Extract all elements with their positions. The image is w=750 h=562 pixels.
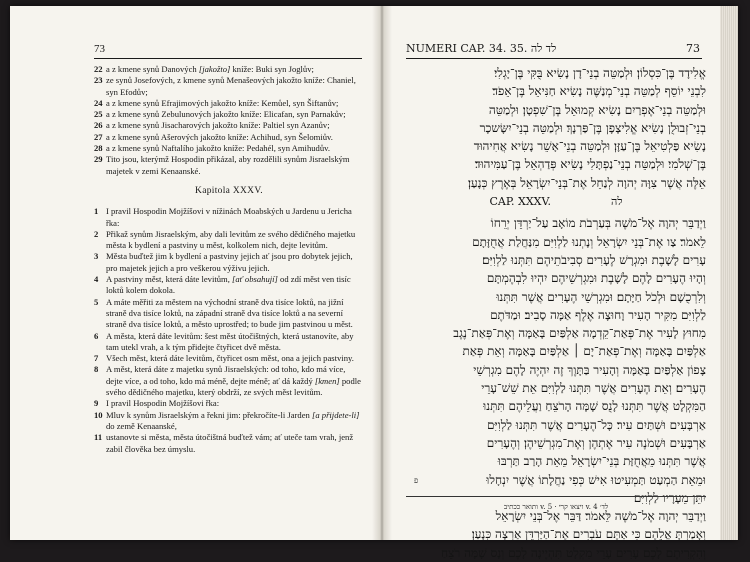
verse-number: 6 — [94, 330, 99, 341]
verse — [94, 364, 364, 398]
left-page-number: 73 — [94, 43, 105, 55]
verse-number: 24 — [94, 97, 103, 108]
verse-text: a z kmene synů Naftalího jakožto kníže: Pedahél, syn Amihudův. — [106, 143, 331, 154]
verse-number: 2 — [94, 228, 99, 239]
verse — [94, 410, 364, 433]
hebrew-line: נָשִׂיא פַּלְטִיאֵל בֶּן־עַזָּן׃ וּלְמַטֵּה בְנֵי־אָשֵׁר נָשִׂיא אֲחִיהוּד — [473, 139, 706, 154]
verse — [94, 109, 364, 120]
verse-text: A máte měřiti za městem na východní straně dva tisíce loktů, na jižní straně dva tisíce loktů, na západní straně dva tisíce loktů a na severní straně dva tisíce loktů, a město uprostřed; to bude jim pastvinou u měst. — [106, 296, 353, 330]
verse — [94, 143, 364, 154]
verse — [94, 353, 364, 364]
verse-text: I pravil Hospodin Mojžíšovi řka: — [106, 398, 220, 409]
open-book — [10, 6, 738, 560]
verse-number: 27 — [94, 131, 103, 142]
czech-text-column — [94, 64, 364, 455]
verse-number: 23 — [94, 75, 103, 86]
verses-chapter-34 — [94, 64, 364, 177]
page-edges — [720, 6, 738, 540]
verse-number: 8 — [94, 364, 99, 375]
chapter-heading-hebrew-block — [406, 193, 706, 211]
verse-text: A měst, která dáte z majetku synů Jisraelských: od toho, kdo má více, dejte více, a od toho, kdo má méně, dejte méně; ať dá každý — [106, 364, 346, 386]
hebrew-line: אֲשֶׁר תִּתְּנוּ מֵאֲחֻזַּת בְּנֵי־יִשְׂרָאֵל מֵאֵת הָרַב תַּרְבּוּ — [497, 454, 706, 469]
hebrew-line: אַרְבָּעִים וּשְׁמֹנֶה עִיר אֶתְהֶן וְאֶת־מִגְרְשֵׁיהֶן׃ וְהֶעָרִים — [486, 435, 706, 450]
hebrew-line: וְאָמַרְתָּ אֲלֵהֶם כִּי אַתֶּם עֹבְרִים אֶת־הַיַּרְדֵּן אַרְצָה כְּנָעַן׃ — [471, 527, 706, 542]
verse-text: a z kmene synů Efrajimových jakožto kníže: Kemůel, syn Šiftanův; — [106, 97, 339, 108]
right-header-title — [406, 42, 556, 56]
verse — [94, 331, 364, 354]
verse-text: a z kmene synů Jisacharových jakožto kníže: Paltiel syn Azanův; — [106, 120, 330, 131]
verse-text: A pastviny měst, která dáte levitům, — [106, 274, 233, 285]
verse-text: Tito jsou, kterýmž Hospodin přikázal, aby rozdělili synům Jisraelským majetek v zemi Kenaanské. — [106, 154, 350, 176]
verse-text-italic: [kmen] — [314, 375, 340, 386]
hebrew-line: אֱלִידָד בֶּן־כִּסְלוֹן׃ וּלְמַטֵּה בְנֵי־דָן נָשִׂיא בֻּקִּי בֶּן־יָגְלִי׃ — [494, 66, 706, 80]
right-page-number: 73 — [686, 42, 700, 55]
verse-text: ze synů Josefových, z kmene synů Menašeových jakožto kníže: Chaniel, syn Efodův; — [106, 75, 356, 97]
hebrew-line: וַיְדַבֵּר יְהוָה אֶל־מֹשֶׁה לֵּאמֹר׃ דַּבֵּר אֶל־בְּנֵי יִשְׂרָאֵל — [495, 509, 706, 524]
verse — [94, 75, 364, 98]
hebrew-line: וְהָיוּ הֶעָרִים לָהֶם לָשָׁבֶת וּמִגְרְשֵׁיהֶם יִהְיוּ לִבְהֶמְתָּם — [486, 271, 706, 286]
verse-text: do země Kenaanské, — [106, 420, 177, 431]
verse-text: Přikaž synům Jisraelským, aby dali levitům ze svého dědičného majetku města k bydlení a pastviny u měst, kolkolem nich, dejte levitům. — [106, 228, 356, 251]
verse-text-italic: [jakožto] — [198, 64, 231, 74]
right-header-latin: NUMERI CAP. 34. 35. — [406, 42, 528, 55]
hebrew-text-column — [406, 64, 706, 562]
petuha-mark: פ — [414, 476, 419, 485]
right-page — [392, 6, 720, 560]
book-gutter — [372, 6, 392, 540]
right-header-rule — [406, 58, 702, 59]
right-header-hebrew: לד לה — [530, 42, 557, 55]
verse-text: Mluv k synům Jisraelským a řekni jim: překročíte-li Jarden — [106, 409, 312, 420]
hebrew-line: לַלְוִיִּם מִקִּיר הָעִיר וָחוּצָה אֶלֶף אַמָּה סָבִיב׃ וּמַדֹּתֶם — [490, 307, 706, 322]
verse-number: 28 — [94, 143, 103, 154]
hebrew-line: אַרְבָּעִים וּשְׁתַּיִם עִיר׃ כָּל־הֶעָרִים אֲשֶׁר תִּתְּנוּ לַלְוִיִּם — [487, 417, 706, 432]
left-running-head — [94, 42, 105, 56]
hebrew-line: יִתֵּן מֵעָרָיו לַלְוִיִּם׃ — [633, 490, 706, 505]
hebrew-lines-chapter-34 — [406, 64, 706, 192]
verse — [94, 154, 364, 177]
verse-number: 5 — [94, 296, 99, 307]
verse — [94, 274, 364, 297]
verse-number: 11 — [94, 432, 103, 443]
hebrew-line: אֵלֶּה אֲשֶׁר צִוָּה יְהוָה לְנַחֵל אֶת־בְּנֵי־יִשְׂרָאֵל בְּאֶרֶץ כְּנָעַן׃ — [467, 175, 706, 190]
verse-text-italic: [a přijdete-li] — [311, 409, 360, 420]
chapter-heading-latin: CAP. XXXV. — [489, 195, 552, 209]
left-page — [10, 6, 372, 540]
chapter-heading-hebrew: לה — [611, 195, 623, 209]
hebrew-line: בֶּן־שְׁלֹמִי׃ וּלְמַטֵּה בְנֵי־נַפְתָּלִי נָשִׂיא פְּדַהְאֵל בֶּן־עַמִּיהוּד׃ — [474, 157, 706, 172]
verses-chapter-35 — [94, 206, 364, 455]
verse-text: a z kmene synů Ašerových jakožto kníže: Achihud, syn Šelomiův. — [106, 131, 333, 142]
verse — [94, 297, 364, 331]
verse-number: 9 — [94, 398, 99, 409]
hebrew-line: בְנֵי־זְבוּלֻן נָשִׂיא אֱלִיצָפָן בֶּן־פַּרְנָךְ׃ וּלְמַטֵּה בְנֵי־יִשָּׂשכָר — [479, 120, 706, 135]
hebrew-line: וְלִרְכֻשָׁם וּלְכֹל חַיָּתָם׃ וּמִגְרְשֵׁי הֶעָרִים אֲשֶׁר תִּתְּנוּ — [496, 289, 706, 304]
verse — [94, 398, 364, 409]
verse-number: 4 — [94, 274, 99, 285]
verse-text-italic: [ať obsahují] — [232, 274, 278, 285]
left-header-rule — [94, 58, 362, 59]
hebrew-line: מִחוּץ לָעִיר אֶת־פְּאַת־קֵדְמָה אַלְפַּיִם בָּאַמָּה וְאֶת־פְּאַת־נֶגֶב — [453, 326, 706, 341]
hebrew-line: לֵאמֹר׃ צַו אֶת־בְּנֵי יִשְׂרָאֵל וְנָתְנוּ לַלְוִיִּם מִנַּחֲלַת אֲחֻזָּתָם — [472, 234, 706, 249]
verse-text: Všech měst, která dáte levitům, čtyřicet osm měst, ona a jejich pastviny. — [106, 353, 354, 364]
hebrew-line: עָרִים לָשָׁבֶת וּמִגְרָשׁ לֶעָרִים סְבִיבֹתֵיהֶם תִּתְּנוּ לַלְוִיִּם׃ — [482, 252, 706, 267]
hebrew-line: הַמִּקְלָט אֲשֶׁר תִּתְּנוּ לָנֻס שָׁמָּה הָרֹצֵחַ וַעֲלֵיהֶם תִּתְּנוּ — [483, 399, 706, 414]
verse — [94, 432, 364, 455]
verse-number: 25 — [94, 109, 103, 120]
hebrew-line: הֶעָרִים׃ וְאֵת הֶעָרִים אֲשֶׁר תִּתְּנוּ לַלְוִיִּם אֵת שֵׁשׁ־עָרֵי — [481, 381, 706, 396]
verse-text: Města buďtež jim k bydlení a pastviny jejich ať jsou pro dobytek jejich, pro majetek jejich a pro veškerou výživu jejich. — [106, 251, 353, 273]
hebrew-line: וְהִקְרִיתֶם לָכֶם עָרִים עָרֵי מִקְלָט תִּהְיֶינָה לָכֶם וְנָס שָׁמָּה רֹצֵחַ — [441, 545, 706, 560]
hebrew-line: צָפוֹן אַלְפַּיִם בָּאַמָּה וְהָעִיר בַּתָּוֶךְ זֶה יִהְיֶה לָהֶם מִגְרְשֵׁי — [473, 362, 706, 377]
verse-number: 3 — [94, 251, 99, 262]
verse — [94, 206, 364, 229]
verse-text: a z kmene synů Zebulunových jakožto kníže: Elicafan, syn Parnakův; — [106, 109, 346, 120]
verse-text: a z kmene synů Danových — [106, 64, 199, 74]
verse-text: podle svého dědičného majetku, který obdrží, ze svých měst levitům. — [106, 375, 361, 398]
verse — [94, 132, 364, 143]
verse — [94, 251, 364, 274]
verse-text: kníže: Buki syn Joglův; — [230, 64, 314, 74]
masorah-footnote: לד׳ v. 4 ויצאו קרי · v. 5 ותואר ככתיב — [406, 496, 706, 511]
hebrew-line: לִבְנֵי יוֹסֵף לְמַטֵּה בְנֵי־מְנַשֶּׁה נָשִׂיא חַנִּיאֵל בֶּן־אֵפֹד׃ — [492, 84, 706, 99]
verse-number: 10 — [94, 409, 103, 420]
chapter-heading-czech: Kapitola XXXV. — [195, 185, 263, 196]
verse-number: 26 — [94, 120, 103, 131]
verse — [94, 64, 364, 75]
hebrew-line: וַיְדַבֵּר יְהוָה אֶל־מֹשֶׁה בְּעַרְבֹת מוֹאָב עַל־יַרְדֵּן יְרֵחוֹ — [490, 216, 706, 231]
right-running-head — [406, 42, 700, 56]
verse — [94, 229, 364, 252]
verse-text: od zdí měst ven tisíc loktů kolem dokola. — [106, 274, 351, 296]
verse-text: ustanovte si města, města útočištná buďtež vám; ať uteče tam vrah, jenž zabil člověka bez úmyslu. — [106, 432, 354, 454]
verse-number: 22 — [94, 64, 103, 74]
verse-text: A města, která dáte levitům: šest měst útočištných, která ustanovíte, aby tam utekl vrah, a k tým přidejte čtyřicet dvě města. — [106, 330, 354, 352]
verse-number: 29 — [94, 154, 103, 165]
verse — [94, 98, 364, 109]
verse-text: I pravil Hospodin Mojžíšovi v nížinách Moabských u Jardenu u Jericha řka: — [106, 206, 352, 228]
hebrew-line: וּמֵאֵת הַמְעַט תַּמְעִיטוּ אִישׁ כְּפִי נַחֲלָתוֹ אֲשֶׁר יִנְחָלוּ — [486, 472, 706, 487]
verse-number: 7 — [94, 353, 99, 364]
hebrew-line: וּלְמַטֵּה בְנֵי־אֶפְרַיִם נָשִׂיא קְמוּאֵל בֶּן־שִׁפְטָן׃ וּלְמַטֵּה — [488, 102, 706, 117]
hebrew-line: אַלְפַּיִם בָּאַמָּה וְאֶת־פְּאַת־יָם ׀ אַלְפַּיִם בָּאַמָּה וְאֵת פְּאַת — [462, 344, 706, 359]
verse — [94, 120, 364, 131]
verse-number: 1 — [94, 206, 99, 217]
